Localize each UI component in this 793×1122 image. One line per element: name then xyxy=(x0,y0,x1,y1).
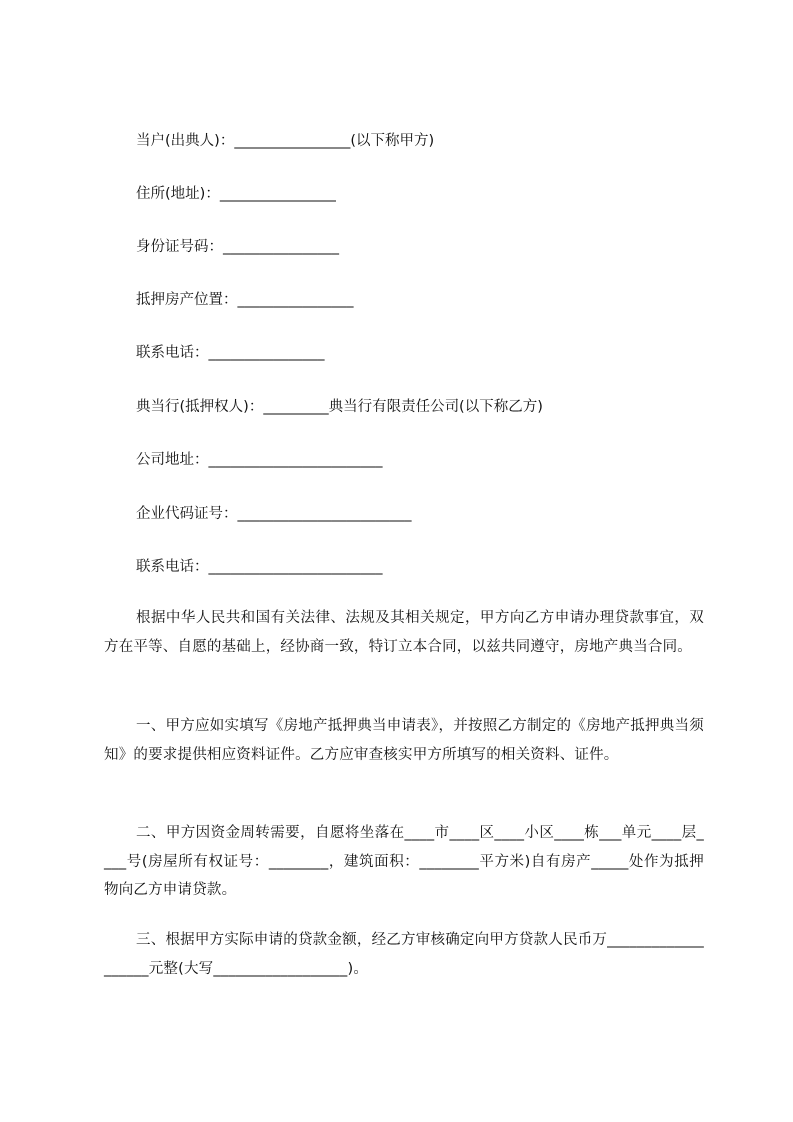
pawner-name-field: 当户(出典人)：________________(以下称甲方) xyxy=(136,133,435,149)
pawner-address-field: 住所(地址)：________________ xyxy=(136,186,336,202)
enterprise-code-field: 企业代码证号：________________________ xyxy=(136,506,412,522)
id-number-field: 身份证号码：________________ xyxy=(136,239,339,255)
clause-1: 一、甲方应如实填写《房地产抵押典当申请表》，并按照乙方制定的《房地产抵押典当须知》的要求提供相应资料证件。乙方应审查核实甲方所填写的相关资料、证件。 xyxy=(104,718,704,763)
preamble-paragraph: 根据中华人民共和国有关法律、法规及其相关规定，甲方向乙方申请办理贷款事宜，双方在平等、自愿的基础上，经协商一致，特订立本合同，以兹共同遵守，房地产典当合同。 xyxy=(104,610,704,655)
pawnshop-phone-field: 联系电话：________________________ xyxy=(136,559,383,575)
pawner-phone-field: 联系电话：________________ xyxy=(136,345,325,361)
pawnshop-name-field: 典当行(抵押权人)：_________典当行有限责任公司(以下称乙方) xyxy=(136,399,543,415)
clause-2: 二、甲方因资金周转需要，自愿将坐落在____市____区____小区____栋___单元____层____号(房屋所有权证号：________，建筑面积：________平方米)自有房产_____处作为抵押物向乙方申请贷款。 xyxy=(104,825,704,898)
company-address-field: 公司地址：________________________ xyxy=(136,452,383,468)
property-location-field: 抵押房产位置：________________ xyxy=(136,292,354,308)
clause-3: 三、根据甲方实际申请的贷款金额，经乙方审核确定向甲方贷款人民币万___________________元整(大写__________________)。 xyxy=(104,932,704,977)
